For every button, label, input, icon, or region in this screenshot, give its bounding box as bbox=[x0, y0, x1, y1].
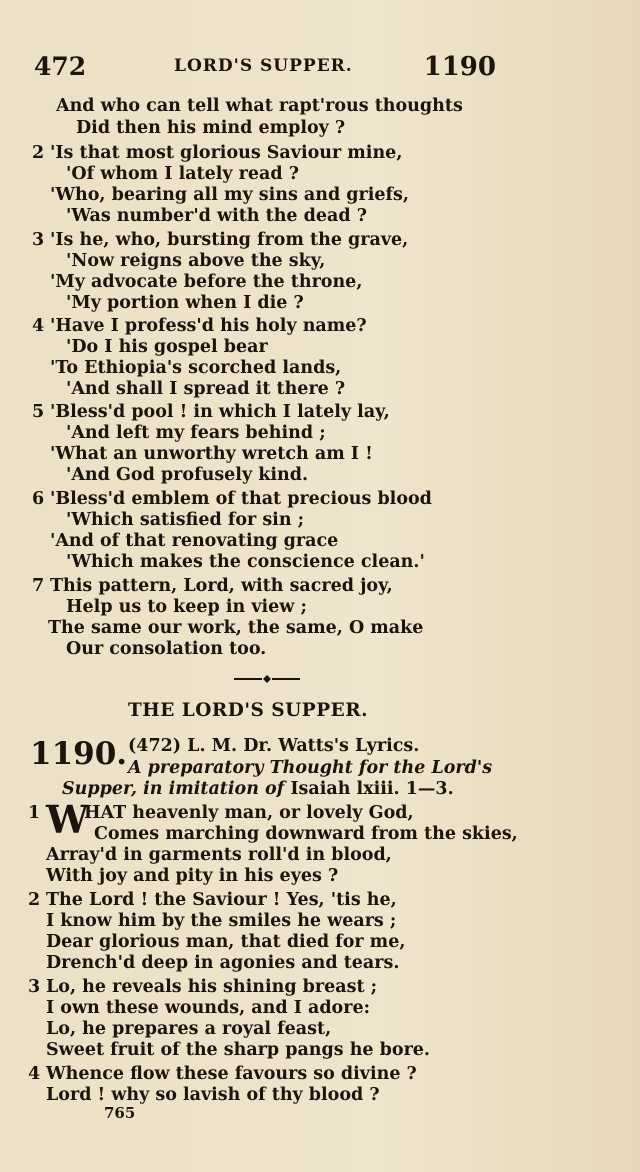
subtitle-word: Supper, bbox=[62, 779, 138, 799]
verse-line: HAT heavenly man, or lovely God, bbox=[84, 803, 414, 823]
verse-line: 'My advocate before the throne, bbox=[50, 272, 363, 292]
verse-line: I own these wounds, and I adore: bbox=[46, 998, 371, 1018]
verse-line: 'And left my fears behind ; bbox=[66, 423, 326, 443]
verse-line: Sweet fruit of the sharp pangs he bore. bbox=[46, 1040, 431, 1060]
page-number: 472 bbox=[34, 52, 87, 81]
verse-line: Help us to keep in view ; bbox=[66, 597, 307, 617]
verse-line: 'And God profusely kind. bbox=[66, 465, 309, 485]
verse-number: 4 bbox=[28, 1064, 41, 1084]
verse-line: With joy and pity in his eyes ? bbox=[46, 866, 339, 886]
verse-line: 'Who, bearing all my sins and griefs, bbox=[50, 185, 409, 205]
verse-line: Drench'd deep in agonies and tears. bbox=[46, 953, 400, 973]
verse-line: 'Do I his gospel bear bbox=[66, 337, 268, 357]
signature-mark: 765 bbox=[104, 1104, 136, 1122]
verse-number: 1 bbox=[28, 803, 41, 823]
verse-line: 'Now reigns above the sky, bbox=[66, 251, 326, 271]
drop-cap: W bbox=[46, 797, 89, 842]
verse-line: The same our work, the same, O make bbox=[48, 618, 424, 638]
hymn-section-title: THE LORD'S SUPPER. bbox=[128, 700, 369, 721]
hymn-meta: (472) L. M. Dr. Watts's Lyrics. bbox=[128, 736, 420, 756]
verse-line: Whence flow these favours so divine ? bbox=[46, 1064, 417, 1084]
hymn-subtitle-2 bbox=[62, 779, 454, 799]
verse-line: Lo, he prepares a royal feast, bbox=[46, 1019, 332, 1039]
subtitle-phrase: in imitation of bbox=[143, 779, 285, 799]
verse-line: 'Bless'd emblem of that precious blood bbox=[50, 489, 432, 509]
verse-line: Lo, he reveals his shining breast ; bbox=[46, 977, 378, 997]
verse-line: 'Of whom I lately read ? bbox=[66, 164, 299, 184]
verse-line: 'Is that most glorious Saviour mine, bbox=[50, 143, 403, 163]
verse-line: 'Which satisfied for sin ; bbox=[66, 510, 305, 530]
verse-line: 'And shall I spread it there ? bbox=[66, 379, 346, 399]
verse-line: 'My portion when I die ? bbox=[66, 293, 304, 313]
running-header bbox=[34, 52, 496, 86]
verse-line: 'Bless'd pool ! in which I lately lay, bbox=[50, 402, 390, 422]
verse-number: 5 bbox=[32, 402, 45, 422]
verse-line: This pattern, Lord, with sacred joy, bbox=[50, 576, 393, 596]
verse-number: 6 bbox=[32, 489, 45, 509]
verse-line: I know him by the smiles he wears ; bbox=[46, 911, 397, 931]
verse-line: 'What an unworthy wretch am I ! bbox=[50, 444, 373, 464]
scripture-reference: Isaiah lxiii. 1—3. bbox=[290, 779, 454, 799]
verse-line: 'To Ethiopia's scorched lands, bbox=[50, 358, 342, 378]
hymn-subtitle: A preparatory Thought for the Lord's bbox=[128, 758, 493, 778]
verse-number: 2 bbox=[28, 890, 41, 910]
verse-line: Did then his mind employ ? bbox=[76, 118, 346, 138]
verse-line: 'And of that renovating grace bbox=[50, 531, 339, 551]
verse-line: 'Was number'd with the dead ? bbox=[66, 206, 367, 226]
verse-number: 7 bbox=[32, 576, 45, 596]
verse-number: 3 bbox=[28, 977, 41, 997]
verse-line: Our consolation too. bbox=[66, 639, 267, 659]
ornament-divider-icon bbox=[232, 674, 302, 684]
verse-line: Comes marching downward from the skies, bbox=[94, 824, 518, 844]
verse-number: 2 bbox=[32, 143, 45, 163]
verse-line: And who can tell what rapt'rous thoughts bbox=[56, 96, 463, 116]
verse-line: 'Which makes the conscience clean.' bbox=[66, 552, 425, 572]
verse-line: Array'd in garments roll'd in blood, bbox=[46, 845, 392, 865]
section-title: LORD'S SUPPER. bbox=[174, 56, 353, 76]
hymn-number: 1190. bbox=[30, 736, 128, 772]
verse-number: 3 bbox=[32, 230, 45, 250]
verse-line: The Lord ! the Saviour ! Yes, 'tis he, bbox=[46, 890, 397, 910]
verse-line: 'Is he, who, bursting from the grave, bbox=[50, 230, 409, 250]
verse-number: 4 bbox=[32, 316, 45, 336]
verse-line: Lord ! why so lavish of thy blood ? bbox=[46, 1085, 380, 1105]
hymn-number-header: 1190 bbox=[423, 52, 496, 82]
verse-line: 'Have I profess'd his holy name? bbox=[50, 316, 367, 336]
verse-line: Dear glorious man, that died for me, bbox=[46, 932, 406, 952]
